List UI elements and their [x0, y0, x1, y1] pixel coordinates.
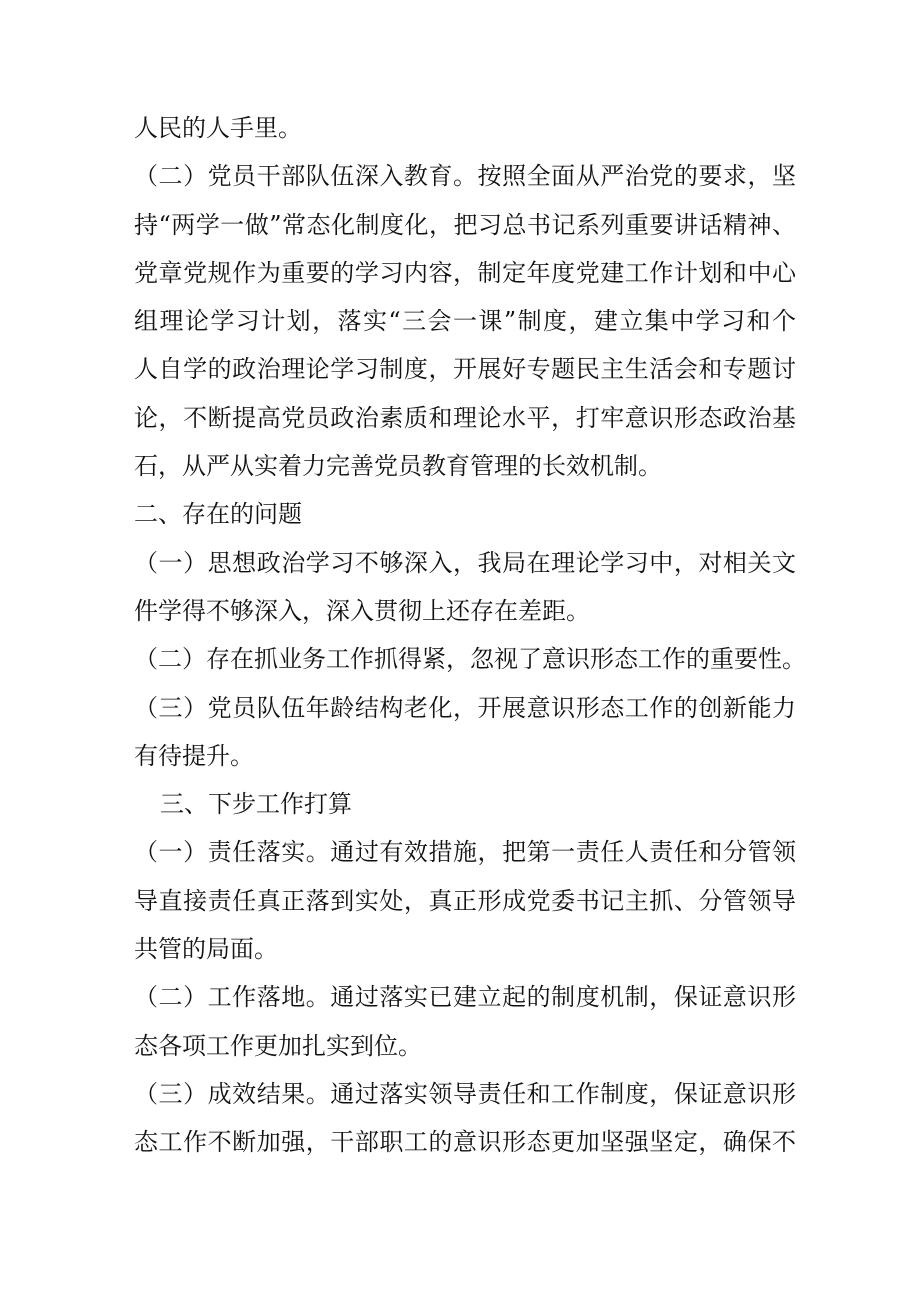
section-heading: 二、存在的问题	[134, 500, 302, 529]
text-line: 组理论学习计划，落实“三会一课”制度，建立集中学习和个	[134, 307, 796, 336]
text-line: 论，不断提高党员政治素质和理论水平，打牢意识形态政治基	[134, 403, 796, 432]
section-heading: 三、下步工作打算	[160, 790, 352, 819]
text-line: （二）工作落地。通过落实已建立起的制度机制，保证意识形	[134, 983, 796, 1012]
text-line: （二）存在抓业务工作抓得紧，忽视了意识形态工作的重要性。	[134, 645, 806, 674]
text-line: 有待提升。	[134, 741, 254, 770]
text-line: 态工作不断加强，干部职工的意识形态更加坚强坚定，确保不	[134, 1128, 796, 1157]
text-line: 共管的局面。	[134, 935, 278, 964]
text-line: 石，从严从实着力完善党员教育管理的长效机制。	[134, 452, 662, 481]
text-line: （一）思想政治学习不够深入，我局在理论学习中，对相关文	[134, 548, 796, 577]
text-line: （三）成效结果。通过落实领导责任和工作制度，保证意识形	[134, 1079, 796, 1108]
text-line: 持“两学一做”常态化制度化，把习总书记系列重要讲话精神、	[134, 210, 796, 239]
text-line: 导直接责任真正落到实处，真正形成党委书记主抓、分管领导	[134, 886, 796, 915]
text-line: （三）党员队伍年龄结构老化，开展意识形态工作的创新能力	[134, 693, 796, 722]
text-line: 党章党规作为重要的学习内容，制定年度党建工作计划和中心	[134, 258, 796, 287]
text-line: （一）责任落实。通过有效措施，把第一责任人责任和分管领	[134, 838, 796, 867]
text-line: 件学得不够深入，深入贯彻上还存在差距。	[134, 596, 590, 625]
text-line: 人自学的政治理论学习制度，开展好专题民主生活会和专题讨	[134, 355, 796, 384]
document-body	[134, 104, 806, 1167]
text-line: 态各项工作更加扎实到位。	[134, 1031, 422, 1060]
text-line: 人民的人手里。	[134, 114, 302, 142]
text-line: （二）党员干部队伍深入教育。按照全面从严治党的要求，坚	[134, 162, 796, 191]
